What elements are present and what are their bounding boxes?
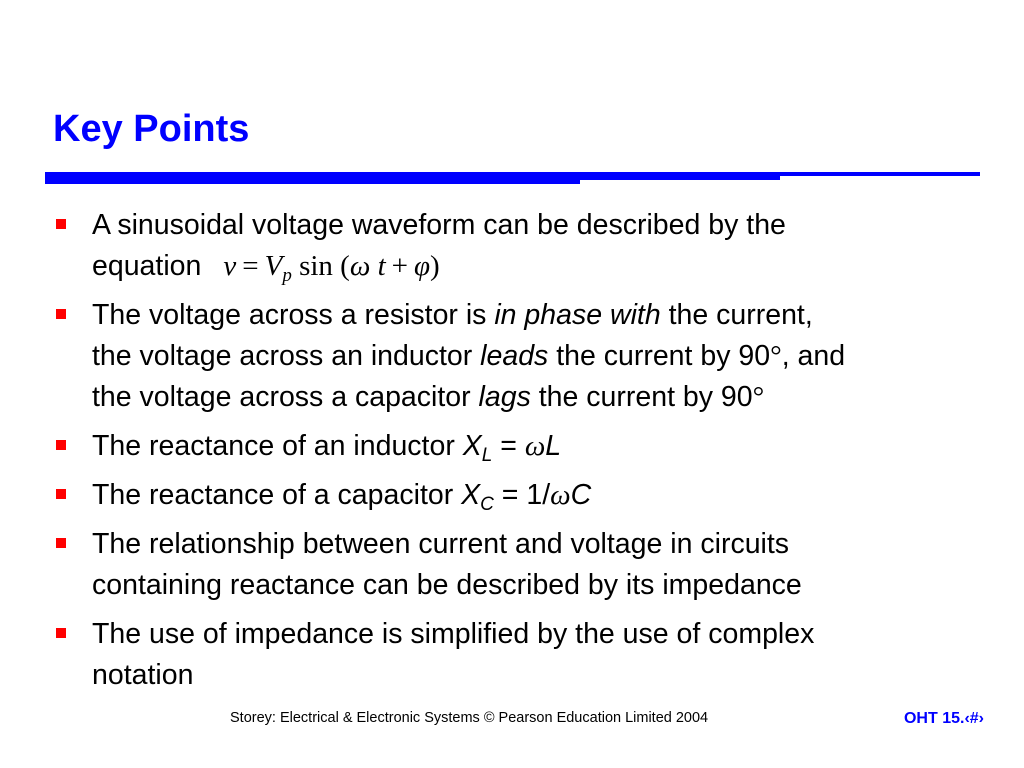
footer-page-number: OHT 15.‹#› xyxy=(903,710,984,727)
bullet-text: the voltage across an inductor xyxy=(92,340,481,372)
bullet-item xyxy=(56,295,1006,418)
bullet-line: The relationship between current and voltage in circuits xyxy=(92,528,790,560)
equation-function: sin xyxy=(299,250,333,282)
capacitance-symbol: C xyxy=(570,479,592,511)
bullet-text: , and xyxy=(781,340,846,372)
equation-subscript: p xyxy=(282,265,292,286)
bullet-text: The reactance of a capacitor xyxy=(92,479,462,511)
title-rule-segment xyxy=(780,172,980,176)
omega-symbol: ω xyxy=(524,430,546,462)
bullet-item xyxy=(56,475,1006,516)
bullet-line xyxy=(92,377,1006,418)
bullet-line xyxy=(92,475,1006,516)
square-bullet-icon xyxy=(56,219,66,229)
equation-symbol: ω xyxy=(349,250,371,282)
omega-symbol: ω xyxy=(550,479,571,511)
bullet-text: the current by 90 xyxy=(548,340,771,372)
degree-symbol: ° xyxy=(752,381,765,413)
bullet-line xyxy=(92,295,1006,336)
footer-credit: Storey: Electrical & Electronic Systems © Pearson Education Limited 2004 xyxy=(230,710,709,726)
equation-symbol: V xyxy=(264,250,283,282)
reactance-symbol: X xyxy=(462,430,482,462)
equation-paren: ) xyxy=(430,250,440,282)
sinusoid-equation xyxy=(223,250,440,286)
equation-operator: + xyxy=(391,250,408,282)
bullet-item xyxy=(56,614,1006,696)
bullet-line: notation xyxy=(92,659,194,691)
bullet-item xyxy=(56,524,1006,606)
bullet-text: the current, xyxy=(660,299,813,331)
bullet-line: containing reactance can be described by its impedance xyxy=(92,569,802,601)
bullet-text: = 1/ xyxy=(493,479,551,511)
square-bullet-icon xyxy=(56,538,66,548)
emphasis-text: leads xyxy=(480,340,549,372)
bullet-text: The reactance of an inductor xyxy=(92,430,463,462)
bullet-line xyxy=(92,336,1006,377)
emphasis-text: lags xyxy=(478,381,531,413)
equation-symbol: φ xyxy=(413,250,431,282)
square-bullet-icon xyxy=(56,309,66,319)
bullet-text: equation xyxy=(92,250,202,282)
title-rule-segment xyxy=(580,172,780,180)
equation-symbol: t xyxy=(377,250,386,282)
equation-symbol: v xyxy=(223,250,237,282)
degree-symbol: ° xyxy=(770,340,782,372)
bullet-item xyxy=(56,426,1006,467)
bullet-line: The use of impedance is simplified by the use of complex xyxy=(92,618,815,650)
square-bullet-icon xyxy=(56,489,66,499)
bullet-line: A sinusoidal voltage waveform can be described by the xyxy=(92,209,786,241)
bullet-text: The voltage across a resistor is xyxy=(92,299,495,331)
reactance-subscript: C xyxy=(480,494,494,515)
bullet-line xyxy=(92,246,1006,287)
bullet-text: = xyxy=(492,430,525,462)
bullet-list xyxy=(56,205,1006,704)
title-rule-segment xyxy=(45,172,580,184)
square-bullet-icon xyxy=(56,440,66,450)
equation-operator: = xyxy=(242,250,259,282)
reactance-subscript: L xyxy=(481,445,493,466)
inductance-symbol: L xyxy=(545,430,562,462)
slide-title: Key Points xyxy=(53,108,250,150)
bullet-text: the current by 90 xyxy=(530,381,753,413)
bullet-item xyxy=(56,205,1006,287)
emphasis-text: in phase with xyxy=(494,299,661,331)
square-bullet-icon xyxy=(56,628,66,638)
reactance-symbol: X xyxy=(461,479,481,511)
equation-paren: ( xyxy=(340,250,350,282)
bullet-line xyxy=(92,426,1006,467)
bullet-text: the voltage across a capacitor xyxy=(92,381,479,413)
